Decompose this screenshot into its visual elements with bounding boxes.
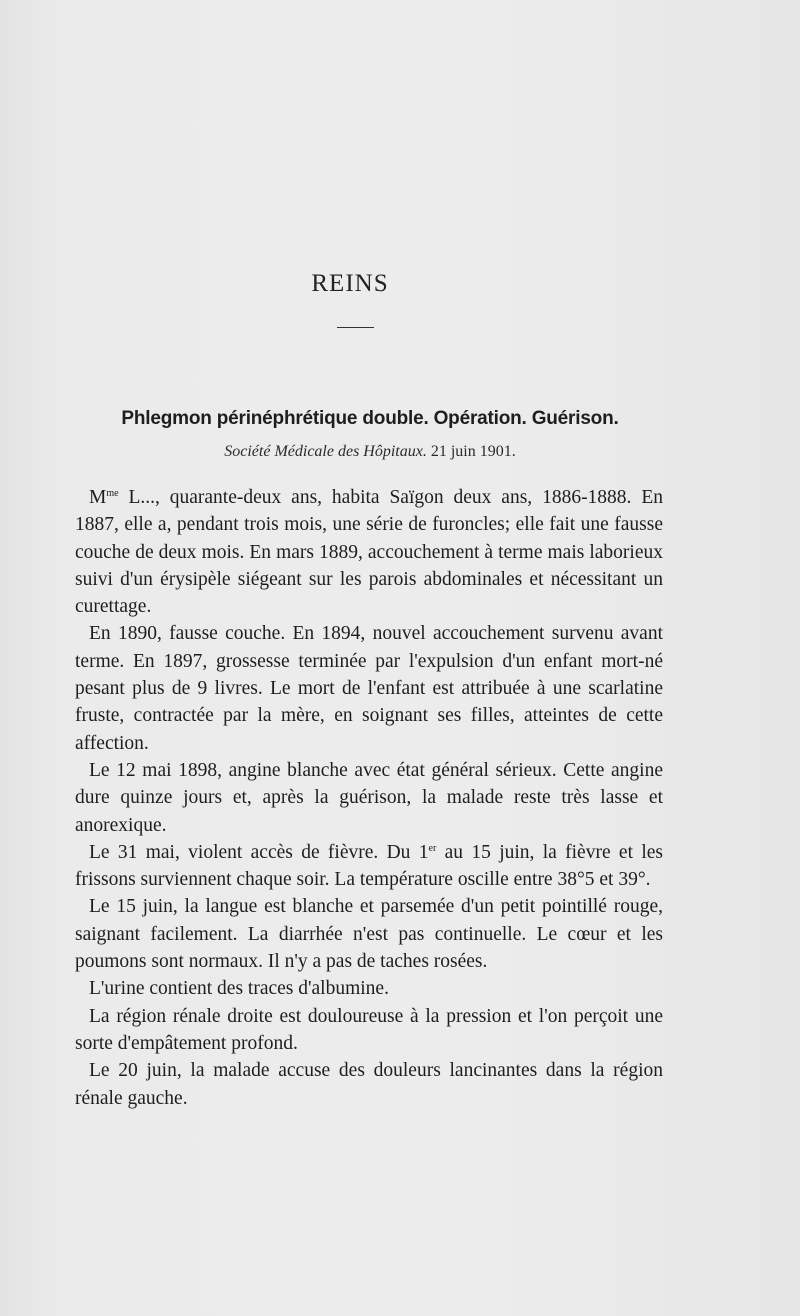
article-source (120, 443, 620, 461)
title-rule (337, 327, 374, 328)
paragraph: Le 20 juin, la malade accuse des douleurs lancinantes dans la région rénale gauche. (75, 1060, 663, 1109)
chapter-title: REINS (311, 270, 389, 297)
article-body (75, 484, 663, 1112)
paragraph-lead-sup: me (106, 488, 119, 499)
paragraph-lead: M (89, 487, 107, 508)
paragraph: L'urine contient des traces d'albumine. (89, 978, 389, 1000)
source-date: 21 juin 1901. (430, 443, 516, 460)
article-title: Phlegmon périnéphrétique double. Opération. Guérison. (121, 408, 619, 429)
paragraph: Le 15 juin, la langue est blanche et parsemée d'un petit pointillé rouge, saignant facilement. La diarrhée n'est pas continuelle. Le cœur et les poumons sont normaux. Il n'y a pas de taches rosées. (75, 896, 663, 973)
paragraph: Le 12 mai 1898, angine blanche avec état général sérieux. Cette angine dure quinze jours et, après la guérison, la malade reste très lasse et anorexique. (75, 759, 663, 836)
source-society: Société Médicale des Hôpitaux. (224, 443, 427, 460)
paragraph: En 1890, fausse couche. En 1894, nouvel accouchement survenu avant terme. En 1897, grossesse terminée par l'expulsion d'un enfant mort-né pesant plus de 9 livres. Le mort de l'enfant est attribuée à une scarlatine fruste, contractée par la mère, en soignant ses filles, atteintes de cette affection. (75, 623, 663, 754)
paragraph-sup: er (428, 842, 437, 854)
paragraph (75, 839, 663, 894)
paragraph (75, 484, 663, 620)
paragraph: La région rénale droite est douloureuse à la pression et l'on perçoit une sorte d'empâtement profond. (75, 1005, 663, 1054)
paragraph-text-before: Le 31 mai, violent accès de fièvre. Du 1 (89, 841, 429, 863)
paragraph-text: L..., quarante-deux ans, habita Saïgon deux ans, 1886-1888. En 1887, elle a, pendant trois mois, une série de furoncles; elle fait une fausse couche de deux mois. En mars 1889, accouchement à terme mais laborieux suivi d'un érysipèle siégeant sur les parois abdominales et nécessitant un curettage. (75, 487, 663, 618)
paragraph-text-after: au 15 juin, la fièvre et les frissons surviennent chaque soir. La température oscille entre 38°5 et 39°. (75, 841, 663, 891)
